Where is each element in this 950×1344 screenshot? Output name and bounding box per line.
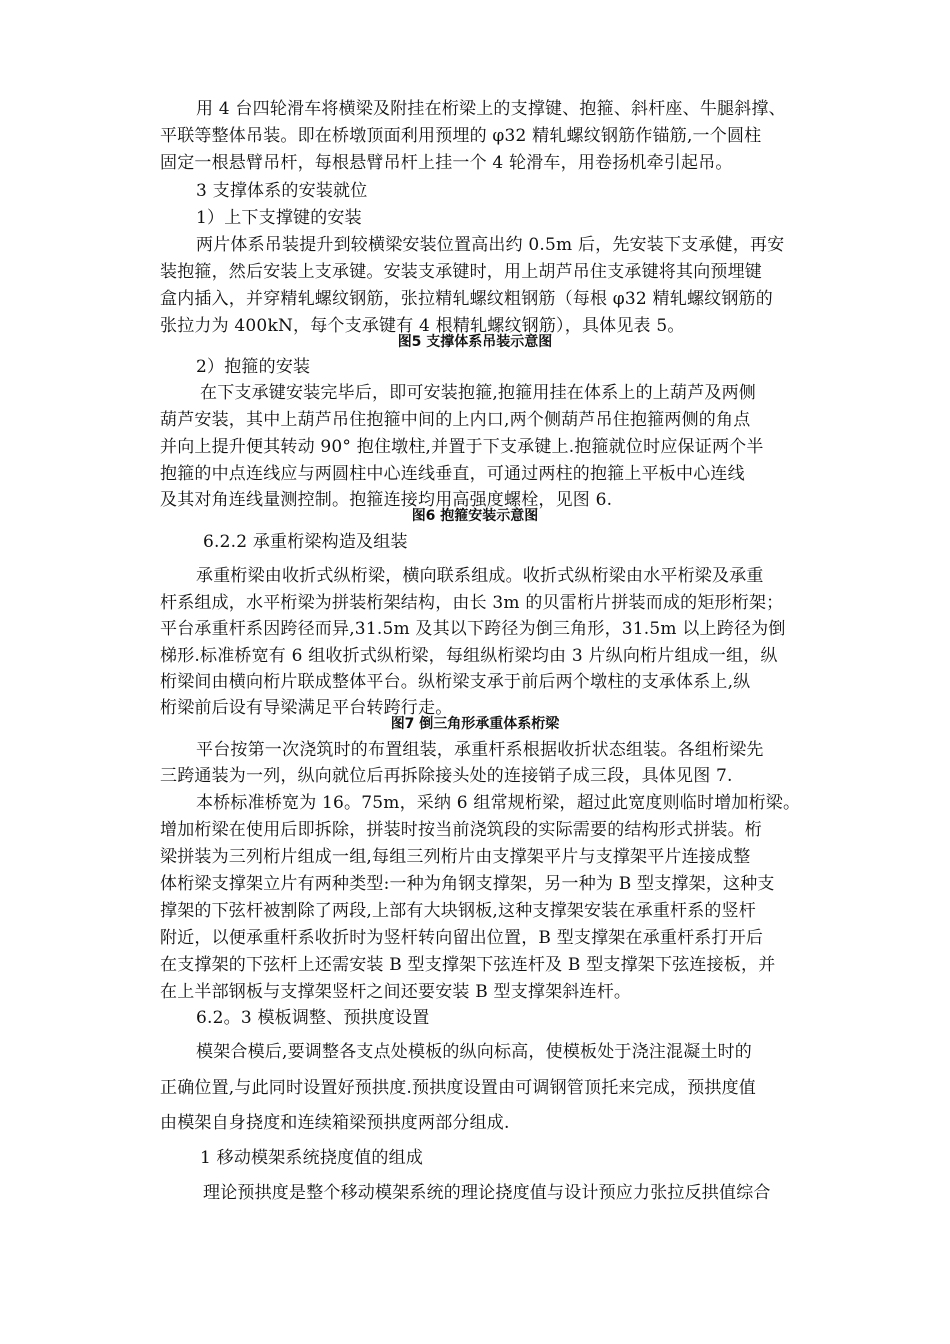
- body-text-line: 张拉力为 400kN，每个支承键有 4 根精轧螺纹钢筋），具体见表 5。: [160, 316, 685, 336]
- body-text-line: 附近，以便承重杆系收折时为竖杆转向留出位置，B 型支撑架在承重杆系打开后: [160, 928, 764, 948]
- body-text-line: 梯形.标准桥宽有 6 组收折式纵桁梁，每组纵桁梁均由 3 片纵向桁片组成一组，纵: [160, 646, 778, 666]
- body-text-line: 理论预拱度是整个移动模架系统的理论挠度值与设计预应力张拉反拱值综合: [203, 1183, 771, 1203]
- body-text-line: 平联等整体吊装。即在桥墩顶面利用预埋的 φ32 精轧螺纹钢筋作锚筋,一个圆柱: [160, 126, 762, 146]
- body-text-line: 固定一根悬臂吊杆，每根悬臂吊杆上挂一个 4 轮滑车，用卷扬机牵引起吊。: [160, 153, 733, 173]
- body-text-line: 本桥标准桥宽为 16。75m，采纳 6 组常规桁梁，超过此宽度则临时增加桁梁。: [196, 793, 801, 813]
- body-text-line: 桁梁前后设有导梁满足平台转跨行走。: [160, 698, 453, 718]
- body-text-line: 并向上提升便其转动 90° 抱住墩柱,并置于下支承键上.抱箍就位时应保证两个半: [160, 437, 764, 457]
- body-text-line: 在上半部钢板与支撑架竖杆之间还要安装 B 型支撑架斜连杆。: [160, 982, 632, 1002]
- figure-5-caption: 图5 支撑体系吊装示意图: [397, 334, 553, 350]
- body-text-line: 抱箍的中点连线应与两圆柱中心连线垂直，可通过两柱的抱箍上平板中心连线: [160, 464, 745, 484]
- subsection-heading: 1 移动模架系统挠度值的组成: [200, 1148, 424, 1168]
- figure-6-caption: 图6 抱箍安装示意图: [411, 508, 539, 524]
- subsection-heading: 2）抱箍的安装: [196, 357, 311, 377]
- body-text-line: 增加桁梁在使用后即拆除，拼装时按当前浇筑段的实际需要的结构形式拼装。桁: [160, 820, 762, 840]
- body-text-line: 承重桁梁由收折式纵桁梁，横向联系组成。收折式纵桁梁由水平桁梁及承重: [196, 566, 764, 586]
- section-heading: 6.2。3 模板调整、预拱度设置: [196, 1008, 430, 1028]
- body-text-line: 正确位置,与此同时设置好预拱度.预拱度设置由可调钢管顶托来完成，预拱度值: [160, 1078, 757, 1098]
- body-text-line: 撑架的下弦杆被割除了两段,上部有大块钢板,这种支撑架安装在承重杆系的竖杆: [160, 901, 757, 921]
- body-text-line: 在下支承键安装完毕后，即可安装抱箍,抱箍用挂在体系上的上葫芦及两侧: [200, 383, 757, 403]
- body-text-line: 梁拼装为三列桁片组成一组,每组三列桁片由支撑架平片与支撑架平片连接成整: [160, 847, 751, 867]
- figure-7-caption: 图7 倒三角形承重体系桁梁: [390, 716, 560, 732]
- body-text-line: 模架合模后,要调整各支点处模板的纵向标高，使模板处于浇注混凝土时的: [196, 1042, 753, 1062]
- body-text-line: 由模架自身挠度和连续箱梁预拱度两部分组成.: [160, 1113, 510, 1133]
- body-text-line: 杆系组成，水平桁梁为拼装桁架结构，由长 3m 的贝雷桁片拼装而成的矩形桁架；: [160, 593, 784, 613]
- section-heading: 6.2.2 承重桁梁构造及组装: [203, 532, 408, 552]
- body-text-line: 用 4 台四轮滑车将横梁及附挂在桁梁上的支撑键、抱箍、斜杆座、牛腿斜撑、: [196, 99, 786, 119]
- body-text-line: 盒内插入，并穿精轧螺纹钢筋，张拉精轧螺纹粗钢筋（每根 φ32 精轧螺纹钢筋的: [160, 289, 773, 309]
- section-heading: 3 支撑体系的安装就位: [196, 181, 368, 201]
- body-text-line: 三跨通装为一列，纵向就位后再拆除接头处的连接销子成三段，具体见图 7.: [160, 766, 733, 786]
- body-text-line: 两片体系吊装提升到较横梁安装位置高出约 0.5m 后，先安装下支承健，再安: [196, 235, 785, 255]
- body-text-line: 在支撑架的下弦杆上还需安装 B 型支撑架下弦连杆及 B 型支撑架下弦连接板，并: [160, 955, 776, 975]
- subsection-heading: 1）上下支撑键的安装: [196, 208, 362, 228]
- body-text-line: 体桁梁支撑架立片有两种类型:一种为角钢支撑架，另一种为 B 型支撑架，这种支: [160, 874, 775, 894]
- body-text-line: 及其对角连线量测控制。抱箍连接均用高强度螺栓，见图 6.: [160, 490, 613, 510]
- body-text-line: 装抱箍，然后安装上支承键。安装支承键时，用上胡芦吊住支承键将其向预埋键: [160, 262, 762, 282]
- body-text-line: 平台承重杆系因跨径而异,31.5m 及其以下跨径为倒三角形，31.5m 以上跨径为倒: [160, 619, 786, 639]
- body-text-line: 平台按第一次浇筑时的布置组装，承重杆系根据收折状态组装。各组桁梁先: [196, 740, 764, 760]
- body-text-line: 桁梁间由横向桁片联成整体平台。纵桁梁支承于前后两个墩柱的支承体系上,纵: [160, 672, 751, 692]
- body-text-line: 葫芦安装，其中上葫芦吊住抱箍中间的上内口,两个侧葫芦吊住抱箍两侧的角点: [160, 410, 751, 430]
